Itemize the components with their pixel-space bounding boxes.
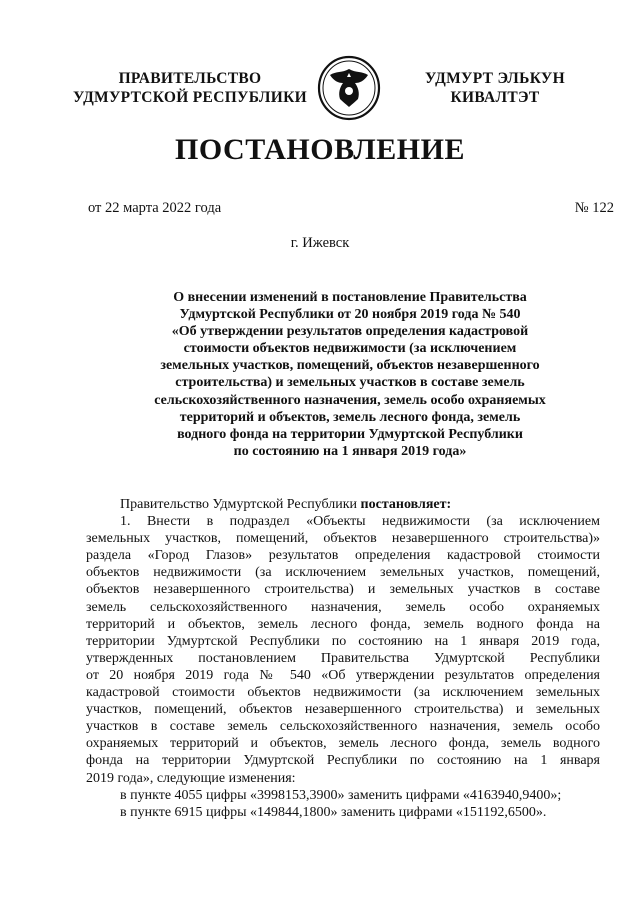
document-number: № 122 xyxy=(574,200,614,216)
document-body xyxy=(86,496,600,821)
paragraph-line: охраняемых территорий и объектов, земель лесного фонда, земель водного xyxy=(86,736,600,752)
heading-line: по состоянию на 1 января 2019 года» xyxy=(233,443,467,459)
document-type-title: ПОСТАНОВЛЕНИЕ xyxy=(175,133,465,166)
government-name-udmurt-line-1: УДМУРТ ЭЛЬКУН xyxy=(425,70,565,87)
paragraph-line: участков, помещений, объектов незавершенного строительства) и земельных xyxy=(86,702,600,718)
document-date: от 22 марта 2022 года xyxy=(88,200,222,216)
heading-line: строительства) и земельных участков в составе земель xyxy=(175,375,525,391)
document-heading xyxy=(100,289,600,460)
paragraph-line: территорий и объектов, земель лесного фонда, земель водного фонда на xyxy=(86,616,600,632)
government-name-udmurt-line-2: КИВАЛТЭТ xyxy=(450,89,540,106)
paragraph-line: земель сельскохозяйственного назначения, земель особо охраняемых xyxy=(86,599,600,615)
heading-line: водного фонда на территории Удмуртской Республики xyxy=(177,426,523,442)
paragraph-line: утвержденных постановлением Правительства Удмуртской Республики xyxy=(86,650,600,666)
intro-text: Правительство Удмуртской Республики xyxy=(120,497,361,512)
document-city: г. Ижевск xyxy=(290,235,350,251)
paragraph-line: раздела «Город Глазов» результатов определения кадастровой стоимости xyxy=(86,548,600,564)
heading-line: сельскохозяйственного назначения, земель особо охраняемых xyxy=(154,392,546,408)
paragraph-line: объектов незавершенного строительства) и земельных участков в составе xyxy=(86,582,600,598)
heading-line: О внесении изменений в постановление Правительства xyxy=(173,290,527,305)
paragraph-line: 1. Внести в подраздел «Объекты недвижимости (за исключением xyxy=(120,514,600,530)
heading-line: Удмуртской Республики от 20 ноября 2019 года № 540 xyxy=(179,307,521,323)
heading-line: «Об утверждении результатов определения кадастровой xyxy=(171,324,529,340)
government-name-line-1: ПРАВИТЕЛЬСТВО xyxy=(118,70,262,87)
paragraph-line: от 20 ноября 2019 года № 540 «Об утверждении результатов определения xyxy=(86,667,600,683)
paragraph-line: участков в составе земель сельскохозяйственного назначения, земель особо xyxy=(86,719,600,735)
paragraph-line: 2019 года», следующие изменения: xyxy=(86,770,296,786)
government-name-russian xyxy=(70,69,310,107)
intro-line xyxy=(86,496,600,513)
paragraph-line: объектов недвижимости (за исключением земельных участков, помещений, xyxy=(86,565,600,581)
change-item: в пункте 4055 цифры «3998153,3900» заменить цифрами «4163940,9400»; xyxy=(120,787,562,803)
government-name-line-2: УДМУРТСКОЙ РЕСПУБЛИКИ xyxy=(72,89,307,106)
heading-line: стоимости объектов недвижимости (за исключением xyxy=(183,341,517,357)
udmurtia-coat-of-arms-icon xyxy=(316,55,382,121)
heading-line: территорий и объектов, земель лесного фонда, земель xyxy=(179,409,521,425)
heading-line: земельных участков, помещений, объектов незавершенного xyxy=(160,358,540,374)
paragraph-line: кадастровой стоимости объектов недвижимости (за исключением земельных xyxy=(86,685,600,701)
intro-decree-word: постановляет: xyxy=(360,497,452,512)
paragraph-line: земельных участков, помещений, объектов незавершенного строительства)» xyxy=(86,531,600,547)
paragraph-line: территории Удмуртской Республики по состоянию на 1 января 2019 года, xyxy=(86,633,600,649)
change-item: в пункте 6915 цифры «149844,1800» заменить цифрами «151192,6500». xyxy=(120,804,547,820)
government-name-udmurt xyxy=(390,69,600,107)
paragraph-line: фонда на территории Удмуртской Республики по состоянию на 1 января xyxy=(86,753,600,769)
